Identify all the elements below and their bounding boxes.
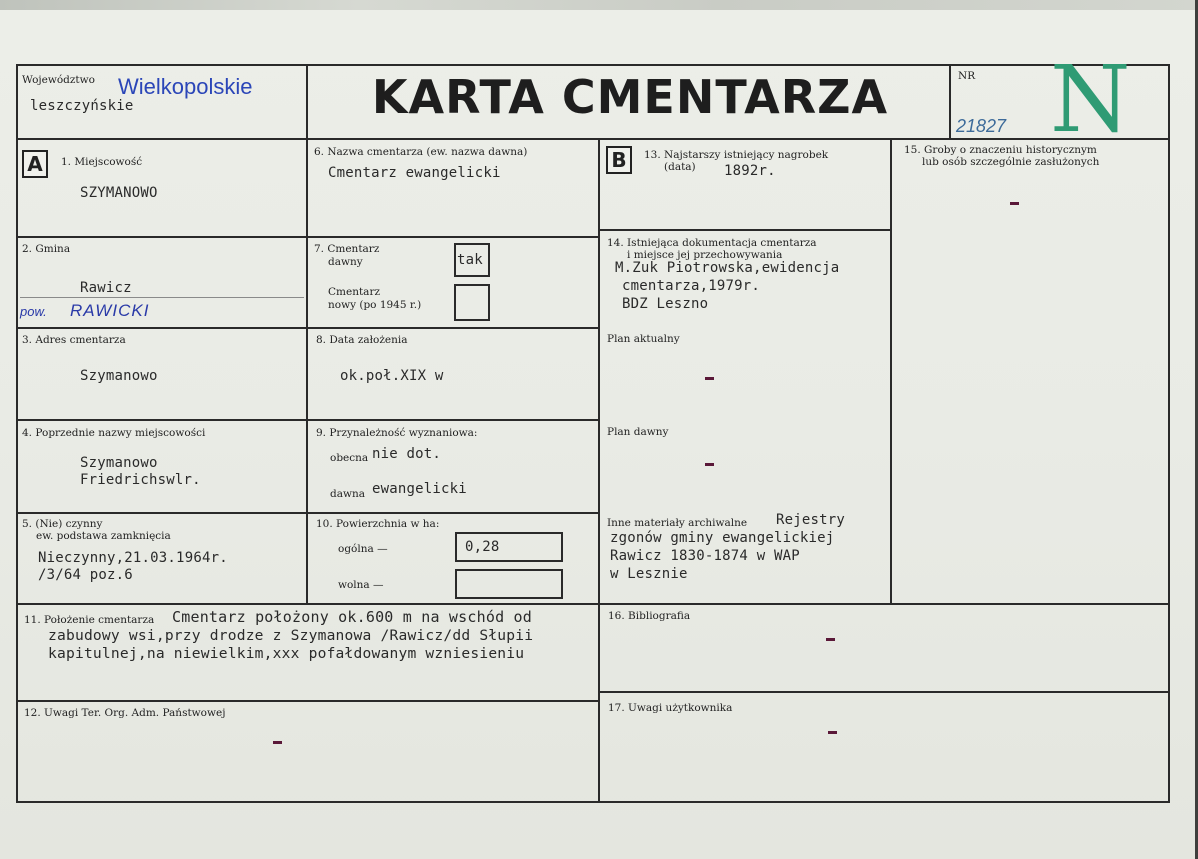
field-14-value-1: M.Zuk Piotrowska,ewidencja (615, 260, 840, 276)
row-line-b2 (600, 691, 1170, 693)
voivodeship-typed: leszczyńskie (30, 98, 134, 114)
field-14-label-1: 14. Istniejąca dokumentacja cmentarza (607, 237, 817, 249)
row-line-5 (16, 603, 1170, 605)
field-12-label: 12. Uwagi Ter. Org. Adm. Państwowej (24, 707, 226, 719)
card-title: KARTA CMENTARZA (371, 70, 889, 124)
plan-dawny-label: Plan dawny (607, 426, 669, 438)
field-6-label: 6. Nazwa cmentarza (ew. nazwa dawna) (314, 146, 528, 158)
field-2-label: 2. Gmina (22, 243, 71, 255)
field-10-ogolna-value: 0,28 (465, 539, 500, 555)
section-a-badge: A (22, 150, 48, 178)
field-11-line-3: kapitulnej,na niewielkim,xxx pofałdowanym wzniesieniu (48, 645, 525, 662)
field-15-label-2: lub osób szczególnie zasłużonych (922, 156, 1100, 168)
field-15-label-1: 15. Groby o znaczeniu historycznym (904, 144, 1097, 156)
card-top-edge (0, 0, 1198, 10)
field-15-empty-mark (1010, 202, 1019, 205)
field-8-value: ok.poł.XIX w (340, 368, 444, 384)
plan-aktualny-label: Plan aktualny (607, 333, 680, 345)
field-11-line-2: zabudowy wsi,przy drodze z Szymanowa /Rawicz/dd Słupii (48, 627, 534, 644)
gmina-underline (20, 297, 304, 298)
frame-left-line (16, 64, 18, 803)
voivodeship-label: Województwo (22, 74, 95, 86)
field-5-value-2: /3/64 poz.6 (38, 567, 133, 583)
col-line-2 (598, 138, 600, 803)
field-2-handwritten: RAWICKI (70, 301, 150, 320)
field-2-handwritten-prefix: pow. (20, 304, 47, 319)
field-3-value: Szymanowo (80, 368, 158, 384)
field-13-label-1: 13. Najstarszy istniejący nagrobek (644, 149, 829, 161)
field-7-label-4: nowy (po 1945 r.) (328, 299, 422, 311)
field-17-label: 17. Uwagi użytkownika (608, 702, 733, 714)
frame-top-line (16, 64, 1170, 66)
field-13-value: 1892r. (724, 163, 776, 179)
field-10-wolna-label: wolna — (338, 579, 384, 591)
field-17-empty-mark (828, 731, 837, 734)
field-6-value: Cmentarz ewangelicki (328, 165, 501, 181)
field-2-value: Rawicz (80, 280, 132, 296)
inne-materialy-value-2: zgonów gminy ewangelickiej (610, 530, 835, 546)
header-bottom-line (16, 138, 1170, 140)
field-4-label: 4. Poprzednie nazwy miejscowości (22, 427, 206, 439)
field-12-empty-mark (273, 741, 282, 744)
plan-aktualny-empty-mark (705, 377, 714, 380)
field-13-label-2: (data) (664, 161, 696, 173)
field-3-label: 3. Adres cmentarza (22, 334, 126, 346)
inne-materialy-label: Inne materiały archiwalne (607, 517, 748, 529)
field-5-label-1: 5. (Nie) czynny (22, 518, 103, 530)
plan-dawny-empty-mark (705, 463, 714, 466)
field-11-line-1: Cmentarz położony ok.600 m na wschód od (172, 608, 532, 626)
field-14-label-2: i miejsce jej przechowywania (627, 249, 783, 261)
field-11-label: 11. Położenie cmentarza (24, 614, 155, 626)
row-line-b1 (600, 229, 890, 231)
section-b-badge: B (606, 146, 632, 174)
frame-right-line (1168, 64, 1170, 803)
nr-label: NR (958, 70, 976, 82)
field-7-label-1: 7. Cmentarz (314, 243, 380, 255)
col-line-1 (306, 64, 308, 605)
field-1-value: SZYMANOWO (80, 185, 158, 201)
field-5-label-2: ew. podstawa zamknięcia (36, 530, 171, 542)
field-7-nowy-box (454, 284, 490, 321)
inne-materialy-value-4: w Lesznie (610, 566, 688, 582)
field-7-label-2: dawny (328, 256, 363, 268)
field-9-dawna-label: dawna (330, 488, 365, 500)
inne-materialy-value-3: Rawicz 1830-1874 w WAP (610, 548, 800, 564)
field-8-label: 8. Data założenia (316, 334, 408, 346)
field-4-value-2: Friedrichswlr. (80, 472, 201, 488)
field-4-value-1: Szymanowo (80, 455, 158, 471)
field-9-label: 9. Przynależność wyznaniowa: (316, 427, 478, 439)
field-14-value-2: cmentarza,1979r. (622, 278, 761, 294)
field-16-label: 16. Bibliografia (608, 610, 691, 622)
field-5-value-1: Nieczynny,21.03.1964r. (38, 550, 228, 566)
field-7-label-3: Cmentarz (328, 286, 380, 298)
col-line-3 (890, 138, 892, 605)
field-9-dawna-value: ewangelicki (372, 481, 467, 497)
field-10-label: 10. Powierzchnia w ha: (316, 518, 440, 530)
field-9-obecna-label: obecna (330, 452, 369, 464)
inne-materialy-value-1: Rejestry (776, 512, 846, 528)
field-7-dawny-value: tak (457, 252, 483, 268)
field-1-label: 1. Miejscowość (61, 156, 143, 168)
row-line-6 (16, 700, 600, 702)
field-10-ogolna-label: ogólna — (338, 543, 388, 555)
voivodeship-stamp: Wielkopolskie (118, 74, 253, 99)
field-14-value-3: BDZ Leszno (622, 296, 709, 312)
field-9-obecna-value: nie dot. (372, 446, 442, 462)
nr-handwritten: 21827 (956, 116, 1007, 136)
field-16-empty-mark (826, 638, 835, 641)
letter-stamp: N (1050, 46, 1131, 153)
frame-bottom-line (16, 801, 1170, 803)
field-7-dawny-box (454, 243, 490, 277)
field-10-ogolna-box (455, 532, 563, 562)
field-10-wolna-box (455, 569, 563, 599)
